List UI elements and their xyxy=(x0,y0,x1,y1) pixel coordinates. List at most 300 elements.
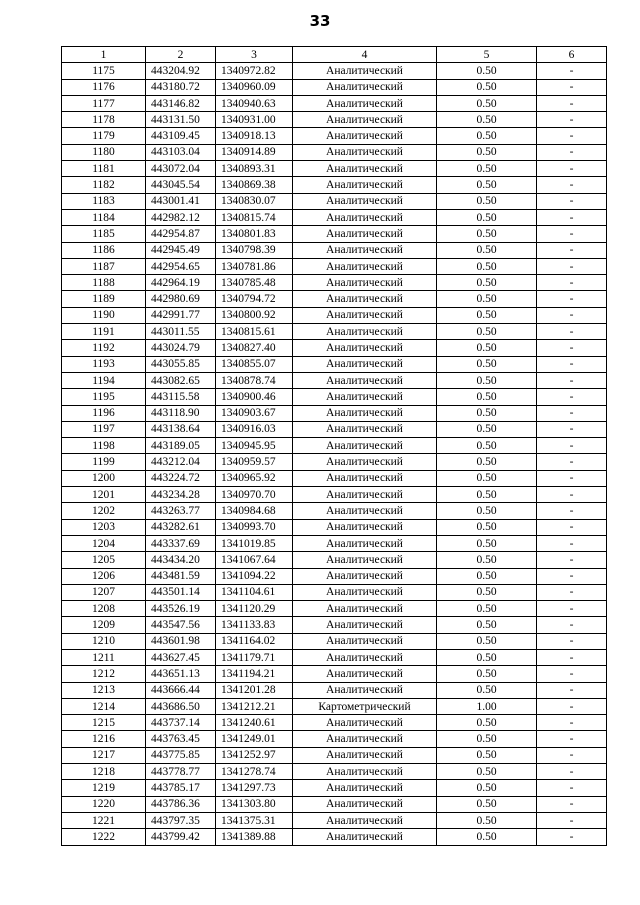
point-number-cell: 1191 xyxy=(62,324,146,340)
y-coordinate-cell: 1341278.74 xyxy=(216,764,293,780)
x-coordinate-cell: 443786.36 xyxy=(146,796,216,812)
point-number-cell: 1198 xyxy=(62,438,146,454)
table-row xyxy=(62,340,607,356)
method-cell: Картометрический xyxy=(293,698,437,714)
accuracy-cell: 0.50 xyxy=(437,519,537,535)
note-cell: - xyxy=(537,503,607,519)
method-cell: Аналитический xyxy=(293,128,437,144)
y-coordinate-cell: 1340918.13 xyxy=(216,128,293,144)
x-coordinate-cell: 443138.64 xyxy=(146,421,216,437)
y-coordinate-cell: 1340830.07 xyxy=(216,193,293,209)
y-coordinate-cell: 1341120.29 xyxy=(216,601,293,617)
point-number-cell: 1203 xyxy=(62,519,146,535)
x-coordinate-cell: 443601.98 xyxy=(146,633,216,649)
accuracy-cell: 0.50 xyxy=(437,617,537,633)
accuracy-cell: 0.50 xyxy=(437,226,537,242)
note-cell: - xyxy=(537,128,607,144)
y-coordinate-cell: 1340798.39 xyxy=(216,242,293,258)
method-cell: Аналитический xyxy=(293,812,437,828)
note-cell: - xyxy=(537,812,607,828)
method-cell: Аналитический xyxy=(293,796,437,812)
table-row xyxy=(62,584,607,600)
table-row xyxy=(62,666,607,682)
table-row xyxy=(62,356,607,372)
y-coordinate-cell: 1340900.46 xyxy=(216,389,293,405)
point-number-cell: 1189 xyxy=(62,291,146,307)
table-row xyxy=(62,193,607,209)
method-cell: Аналитический xyxy=(293,63,437,79)
x-coordinate-cell: 443115.58 xyxy=(146,389,216,405)
accuracy-cell: 0.50 xyxy=(437,633,537,649)
table-row xyxy=(62,242,607,258)
y-coordinate-cell: 1341019.85 xyxy=(216,535,293,551)
method-cell: Аналитический xyxy=(293,454,437,470)
accuracy-cell: 0.50 xyxy=(437,438,537,454)
note-cell: - xyxy=(537,340,607,356)
method-cell: Аналитический xyxy=(293,715,437,731)
x-coordinate-cell: 443775.85 xyxy=(146,747,216,763)
x-coordinate-cell: 443212.04 xyxy=(146,454,216,470)
y-coordinate-cell: 1340960.09 xyxy=(216,79,293,95)
note-cell: - xyxy=(537,275,607,291)
method-cell: Аналитический xyxy=(293,780,437,796)
y-coordinate-cell: 1340916.03 xyxy=(216,421,293,437)
method-cell: Аналитический xyxy=(293,275,437,291)
table-row xyxy=(62,307,607,323)
point-number-cell: 1211 xyxy=(62,649,146,665)
table-row xyxy=(62,63,607,79)
method-cell: Аналитический xyxy=(293,324,437,340)
note-cell: - xyxy=(537,226,607,242)
x-coordinate-cell: 443778.77 xyxy=(146,764,216,780)
x-coordinate-cell: 443737.14 xyxy=(146,715,216,731)
x-coordinate-cell: 443224.72 xyxy=(146,470,216,486)
table-row xyxy=(62,454,607,470)
accuracy-cell: 0.50 xyxy=(437,731,537,747)
table-row xyxy=(62,372,607,388)
accuracy-cell: 0.50 xyxy=(437,63,537,79)
table-row xyxy=(62,405,607,421)
note-cell: - xyxy=(537,356,607,372)
accuracy-cell: 0.50 xyxy=(437,487,537,503)
point-number-cell: 1201 xyxy=(62,487,146,503)
accuracy-cell: 0.50 xyxy=(437,503,537,519)
y-coordinate-cell: 1340855.07 xyxy=(216,356,293,372)
table-row xyxy=(62,177,607,193)
note-cell: - xyxy=(537,519,607,535)
x-coordinate-cell: 442954.87 xyxy=(146,226,216,242)
y-coordinate-cell: 1341164.02 xyxy=(216,633,293,649)
method-cell: Аналитический xyxy=(293,291,437,307)
point-number-cell: 1186 xyxy=(62,242,146,258)
x-coordinate-cell: 443131.50 xyxy=(146,112,216,128)
y-coordinate-cell: 1340984.68 xyxy=(216,503,293,519)
accuracy-cell: 0.50 xyxy=(437,649,537,665)
page-number: 33 xyxy=(309,12,331,30)
point-number-cell: 1183 xyxy=(62,193,146,209)
accuracy-cell: 0.50 xyxy=(437,552,537,568)
column-header: 6 xyxy=(537,47,607,63)
table-row xyxy=(62,519,607,535)
table-row xyxy=(62,698,607,714)
y-coordinate-cell: 1341201.28 xyxy=(216,682,293,698)
x-coordinate-cell: 443204.92 xyxy=(146,63,216,79)
table-row xyxy=(62,617,607,633)
column-header: 1 xyxy=(62,47,146,63)
method-cell: Аналитический xyxy=(293,633,437,649)
point-number-cell: 1192 xyxy=(62,340,146,356)
accuracy-cell: 0.50 xyxy=(437,796,537,812)
point-number-cell: 1184 xyxy=(62,209,146,225)
x-coordinate-cell: 443234.28 xyxy=(146,487,216,503)
table-row xyxy=(62,226,607,242)
method-cell: Аналитический xyxy=(293,340,437,356)
point-number-cell: 1187 xyxy=(62,258,146,274)
note-cell: - xyxy=(537,731,607,747)
point-number-cell: 1185 xyxy=(62,226,146,242)
accuracy-cell: 0.50 xyxy=(437,421,537,437)
note-cell: - xyxy=(537,747,607,763)
y-coordinate-cell: 1340993.70 xyxy=(216,519,293,535)
note-cell: - xyxy=(537,307,607,323)
accuracy-cell: 0.50 xyxy=(437,568,537,584)
y-coordinate-cell: 1340903.67 xyxy=(216,405,293,421)
note-cell: - xyxy=(537,780,607,796)
x-coordinate-cell: 443011.55 xyxy=(146,324,216,340)
table-row xyxy=(62,764,607,780)
accuracy-cell: 0.50 xyxy=(437,682,537,698)
table-row xyxy=(62,470,607,486)
table-row xyxy=(62,258,607,274)
accuracy-cell: 0.50 xyxy=(437,193,537,209)
accuracy-cell: 0.50 xyxy=(437,372,537,388)
accuracy-cell: 0.50 xyxy=(437,584,537,600)
x-coordinate-cell: 443337.69 xyxy=(146,535,216,551)
note-cell: - xyxy=(537,633,607,649)
note-cell: - xyxy=(537,698,607,714)
note-cell: - xyxy=(537,242,607,258)
point-number-cell: 1195 xyxy=(62,389,146,405)
x-coordinate-cell: 443055.85 xyxy=(146,356,216,372)
method-cell: Аналитический xyxy=(293,144,437,160)
x-coordinate-cell: 442982.12 xyxy=(146,209,216,225)
point-number-cell: 1176 xyxy=(62,79,146,95)
table-row xyxy=(62,715,607,731)
column-header: 2 xyxy=(146,47,216,63)
x-coordinate-cell: 443109.45 xyxy=(146,128,216,144)
y-coordinate-cell: 1340781.86 xyxy=(216,258,293,274)
x-coordinate-cell: 443526.19 xyxy=(146,601,216,617)
note-cell: - xyxy=(537,601,607,617)
method-cell: Аналитический xyxy=(293,503,437,519)
note-cell: - xyxy=(537,715,607,731)
table-row xyxy=(62,291,607,307)
table-row xyxy=(62,535,607,551)
y-coordinate-cell: 1341133.83 xyxy=(216,617,293,633)
coordinates-table xyxy=(61,46,607,846)
y-coordinate-cell: 1340815.61 xyxy=(216,324,293,340)
point-number-cell: 1179 xyxy=(62,128,146,144)
note-cell: - xyxy=(537,405,607,421)
accuracy-cell: 0.50 xyxy=(437,666,537,682)
column-header: 5 xyxy=(437,47,537,63)
method-cell: Аналитический xyxy=(293,829,437,845)
table-row xyxy=(62,829,607,845)
point-number-cell: 1212 xyxy=(62,666,146,682)
accuracy-cell: 0.50 xyxy=(437,177,537,193)
table-row xyxy=(62,731,607,747)
note-cell: - xyxy=(537,421,607,437)
x-coordinate-cell: 443763.45 xyxy=(146,731,216,747)
accuracy-cell: 0.50 xyxy=(437,470,537,486)
y-coordinate-cell: 1340801.83 xyxy=(216,226,293,242)
method-cell: Аналитический xyxy=(293,258,437,274)
note-cell: - xyxy=(537,112,607,128)
accuracy-cell: 0.50 xyxy=(437,275,537,291)
accuracy-cell: 0.50 xyxy=(437,747,537,763)
method-cell: Аналитический xyxy=(293,519,437,535)
y-coordinate-cell: 1340965.92 xyxy=(216,470,293,486)
y-coordinate-cell: 1340785.48 xyxy=(216,275,293,291)
point-number-cell: 1208 xyxy=(62,601,146,617)
point-number-cell: 1217 xyxy=(62,747,146,763)
y-coordinate-cell: 1340972.82 xyxy=(216,63,293,79)
point-number-cell: 1209 xyxy=(62,617,146,633)
x-coordinate-cell: 443082.65 xyxy=(146,372,216,388)
x-coordinate-cell: 443146.82 xyxy=(146,95,216,111)
note-cell: - xyxy=(537,666,607,682)
note-cell: - xyxy=(537,682,607,698)
x-coordinate-cell: 443118.90 xyxy=(146,405,216,421)
note-cell: - xyxy=(537,649,607,665)
point-number-cell: 1182 xyxy=(62,177,146,193)
method-cell: Аналитический xyxy=(293,552,437,568)
accuracy-cell: 0.50 xyxy=(437,454,537,470)
method-cell: Аналитический xyxy=(293,356,437,372)
y-coordinate-cell: 1341249.01 xyxy=(216,731,293,747)
table-row xyxy=(62,275,607,291)
x-coordinate-cell: 443666.44 xyxy=(146,682,216,698)
y-coordinate-cell: 1340893.31 xyxy=(216,161,293,177)
x-coordinate-cell: 443263.77 xyxy=(146,503,216,519)
table-row xyxy=(62,812,607,828)
x-coordinate-cell: 443501.14 xyxy=(146,584,216,600)
point-number-cell: 1181 xyxy=(62,161,146,177)
note-cell: - xyxy=(537,438,607,454)
table-row xyxy=(62,780,607,796)
method-cell: Аналитический xyxy=(293,421,437,437)
method-cell: Аналитический xyxy=(293,209,437,225)
y-coordinate-cell: 1340815.74 xyxy=(216,209,293,225)
y-coordinate-cell: 1341094.22 xyxy=(216,568,293,584)
method-cell: Аналитический xyxy=(293,438,437,454)
x-coordinate-cell: 443103.04 xyxy=(146,144,216,160)
note-cell: - xyxy=(537,487,607,503)
y-coordinate-cell: 1340959.57 xyxy=(216,454,293,470)
point-number-cell: 1213 xyxy=(62,682,146,698)
method-cell: Аналитический xyxy=(293,193,437,209)
note-cell: - xyxy=(537,144,607,160)
note-cell: - xyxy=(537,552,607,568)
y-coordinate-cell: 1340878.74 xyxy=(216,372,293,388)
table-row xyxy=(62,161,607,177)
table-row xyxy=(62,552,607,568)
note-cell: - xyxy=(537,389,607,405)
x-coordinate-cell: 443785.17 xyxy=(146,780,216,796)
note-cell: - xyxy=(537,764,607,780)
table-row xyxy=(62,112,607,128)
point-number-cell: 1197 xyxy=(62,421,146,437)
point-number-cell: 1190 xyxy=(62,307,146,323)
accuracy-cell: 0.50 xyxy=(437,715,537,731)
point-number-cell: 1205 xyxy=(62,552,146,568)
accuracy-cell: 0.50 xyxy=(437,764,537,780)
method-cell: Аналитический xyxy=(293,601,437,617)
y-coordinate-cell: 1341179.71 xyxy=(216,649,293,665)
x-coordinate-cell: 442954.65 xyxy=(146,258,216,274)
column-header: 3 xyxy=(216,47,293,63)
point-number-cell: 1206 xyxy=(62,568,146,584)
method-cell: Аналитический xyxy=(293,568,437,584)
y-coordinate-cell: 1341303.80 xyxy=(216,796,293,812)
method-cell: Аналитический xyxy=(293,535,437,551)
y-coordinate-cell: 1341252.97 xyxy=(216,747,293,763)
point-number-cell: 1178 xyxy=(62,112,146,128)
method-cell: Аналитический xyxy=(293,389,437,405)
accuracy-cell: 0.50 xyxy=(437,535,537,551)
point-number-cell: 1193 xyxy=(62,356,146,372)
point-number-cell: 1210 xyxy=(62,633,146,649)
y-coordinate-cell: 1340800.92 xyxy=(216,307,293,323)
point-number-cell: 1218 xyxy=(62,764,146,780)
method-cell: Аналитический xyxy=(293,112,437,128)
accuracy-cell: 0.50 xyxy=(437,780,537,796)
accuracy-cell: 0.50 xyxy=(437,242,537,258)
x-coordinate-cell: 443797.35 xyxy=(146,812,216,828)
method-cell: Аналитический xyxy=(293,226,437,242)
note-cell: - xyxy=(537,193,607,209)
y-coordinate-cell: 1340794.72 xyxy=(216,291,293,307)
table-row xyxy=(62,747,607,763)
x-coordinate-cell: 442945.49 xyxy=(146,242,216,258)
method-cell: Аналитический xyxy=(293,731,437,747)
accuracy-cell: 0.50 xyxy=(437,112,537,128)
note-cell: - xyxy=(537,372,607,388)
accuracy-cell: 0.50 xyxy=(437,812,537,828)
method-cell: Аналитический xyxy=(293,666,437,682)
table-row xyxy=(62,503,607,519)
note-cell: - xyxy=(537,535,607,551)
y-coordinate-cell: 1341375.31 xyxy=(216,812,293,828)
method-cell: Аналитический xyxy=(293,95,437,111)
table-row xyxy=(62,95,607,111)
x-coordinate-cell: 443180.72 xyxy=(146,79,216,95)
note-cell: - xyxy=(537,95,607,111)
accuracy-cell: 0.50 xyxy=(437,258,537,274)
accuracy-cell: 0.50 xyxy=(437,389,537,405)
table-row xyxy=(62,144,607,160)
method-cell: Аналитический xyxy=(293,177,437,193)
x-coordinate-cell: 443481.59 xyxy=(146,568,216,584)
y-coordinate-cell: 1340914.89 xyxy=(216,144,293,160)
accuracy-cell: 0.50 xyxy=(437,209,537,225)
method-cell: Аналитический xyxy=(293,682,437,698)
point-number-cell: 1204 xyxy=(62,535,146,551)
y-coordinate-cell: 1340869.38 xyxy=(216,177,293,193)
note-cell: - xyxy=(537,454,607,470)
point-number-cell: 1214 xyxy=(62,698,146,714)
point-number-cell: 1207 xyxy=(62,584,146,600)
note-cell: - xyxy=(537,79,607,95)
x-coordinate-cell: 443001.41 xyxy=(146,193,216,209)
y-coordinate-cell: 1341194.21 xyxy=(216,666,293,682)
method-cell: Аналитический xyxy=(293,584,437,600)
x-coordinate-cell: 442964.19 xyxy=(146,275,216,291)
y-coordinate-cell: 1341104.61 xyxy=(216,584,293,600)
table-row xyxy=(62,209,607,225)
point-number-cell: 1196 xyxy=(62,405,146,421)
y-coordinate-cell: 1340970.70 xyxy=(216,487,293,503)
y-coordinate-cell: 1341297.73 xyxy=(216,780,293,796)
method-cell: Аналитический xyxy=(293,487,437,503)
accuracy-cell: 0.50 xyxy=(437,144,537,160)
table-body xyxy=(62,63,607,845)
accuracy-cell: 0.50 xyxy=(437,128,537,144)
note-cell: - xyxy=(537,324,607,340)
note-cell: - xyxy=(537,177,607,193)
x-coordinate-cell: 443686.50 xyxy=(146,698,216,714)
x-coordinate-cell: 442980.69 xyxy=(146,291,216,307)
table-row xyxy=(62,682,607,698)
point-number-cell: 1215 xyxy=(62,715,146,731)
note-cell: - xyxy=(537,161,607,177)
y-coordinate-cell: 1340827.40 xyxy=(216,340,293,356)
note-cell: - xyxy=(537,617,607,633)
method-cell: Аналитический xyxy=(293,405,437,421)
table-row xyxy=(62,649,607,665)
table-row xyxy=(62,633,607,649)
x-coordinate-cell: 443072.04 xyxy=(146,161,216,177)
method-cell: Аналитический xyxy=(293,747,437,763)
method-cell: Аналитический xyxy=(293,649,437,665)
point-number-cell: 1177 xyxy=(62,95,146,111)
y-coordinate-cell: 1341240.61 xyxy=(216,715,293,731)
point-number-cell: 1175 xyxy=(62,63,146,79)
point-number-cell: 1180 xyxy=(62,144,146,160)
x-coordinate-cell: 443799.42 xyxy=(146,829,216,845)
table-header-row xyxy=(62,47,607,63)
point-number-cell: 1219 xyxy=(62,780,146,796)
accuracy-cell: 0.50 xyxy=(437,79,537,95)
note-cell: - xyxy=(537,796,607,812)
accuracy-cell: 0.50 xyxy=(437,340,537,356)
x-coordinate-cell: 443282.61 xyxy=(146,519,216,535)
x-coordinate-cell: 443189.05 xyxy=(146,438,216,454)
x-coordinate-cell: 443434.20 xyxy=(146,552,216,568)
accuracy-cell: 0.50 xyxy=(437,307,537,323)
accuracy-cell: 0.50 xyxy=(437,601,537,617)
table-row xyxy=(62,421,607,437)
table-row xyxy=(62,438,607,454)
point-number-cell: 1220 xyxy=(62,796,146,812)
table-row xyxy=(62,796,607,812)
note-cell: - xyxy=(537,470,607,486)
y-coordinate-cell: 1340945.95 xyxy=(216,438,293,454)
note-cell: - xyxy=(537,258,607,274)
point-number-cell: 1202 xyxy=(62,503,146,519)
table-row xyxy=(62,324,607,340)
x-coordinate-cell: 443547.56 xyxy=(146,617,216,633)
